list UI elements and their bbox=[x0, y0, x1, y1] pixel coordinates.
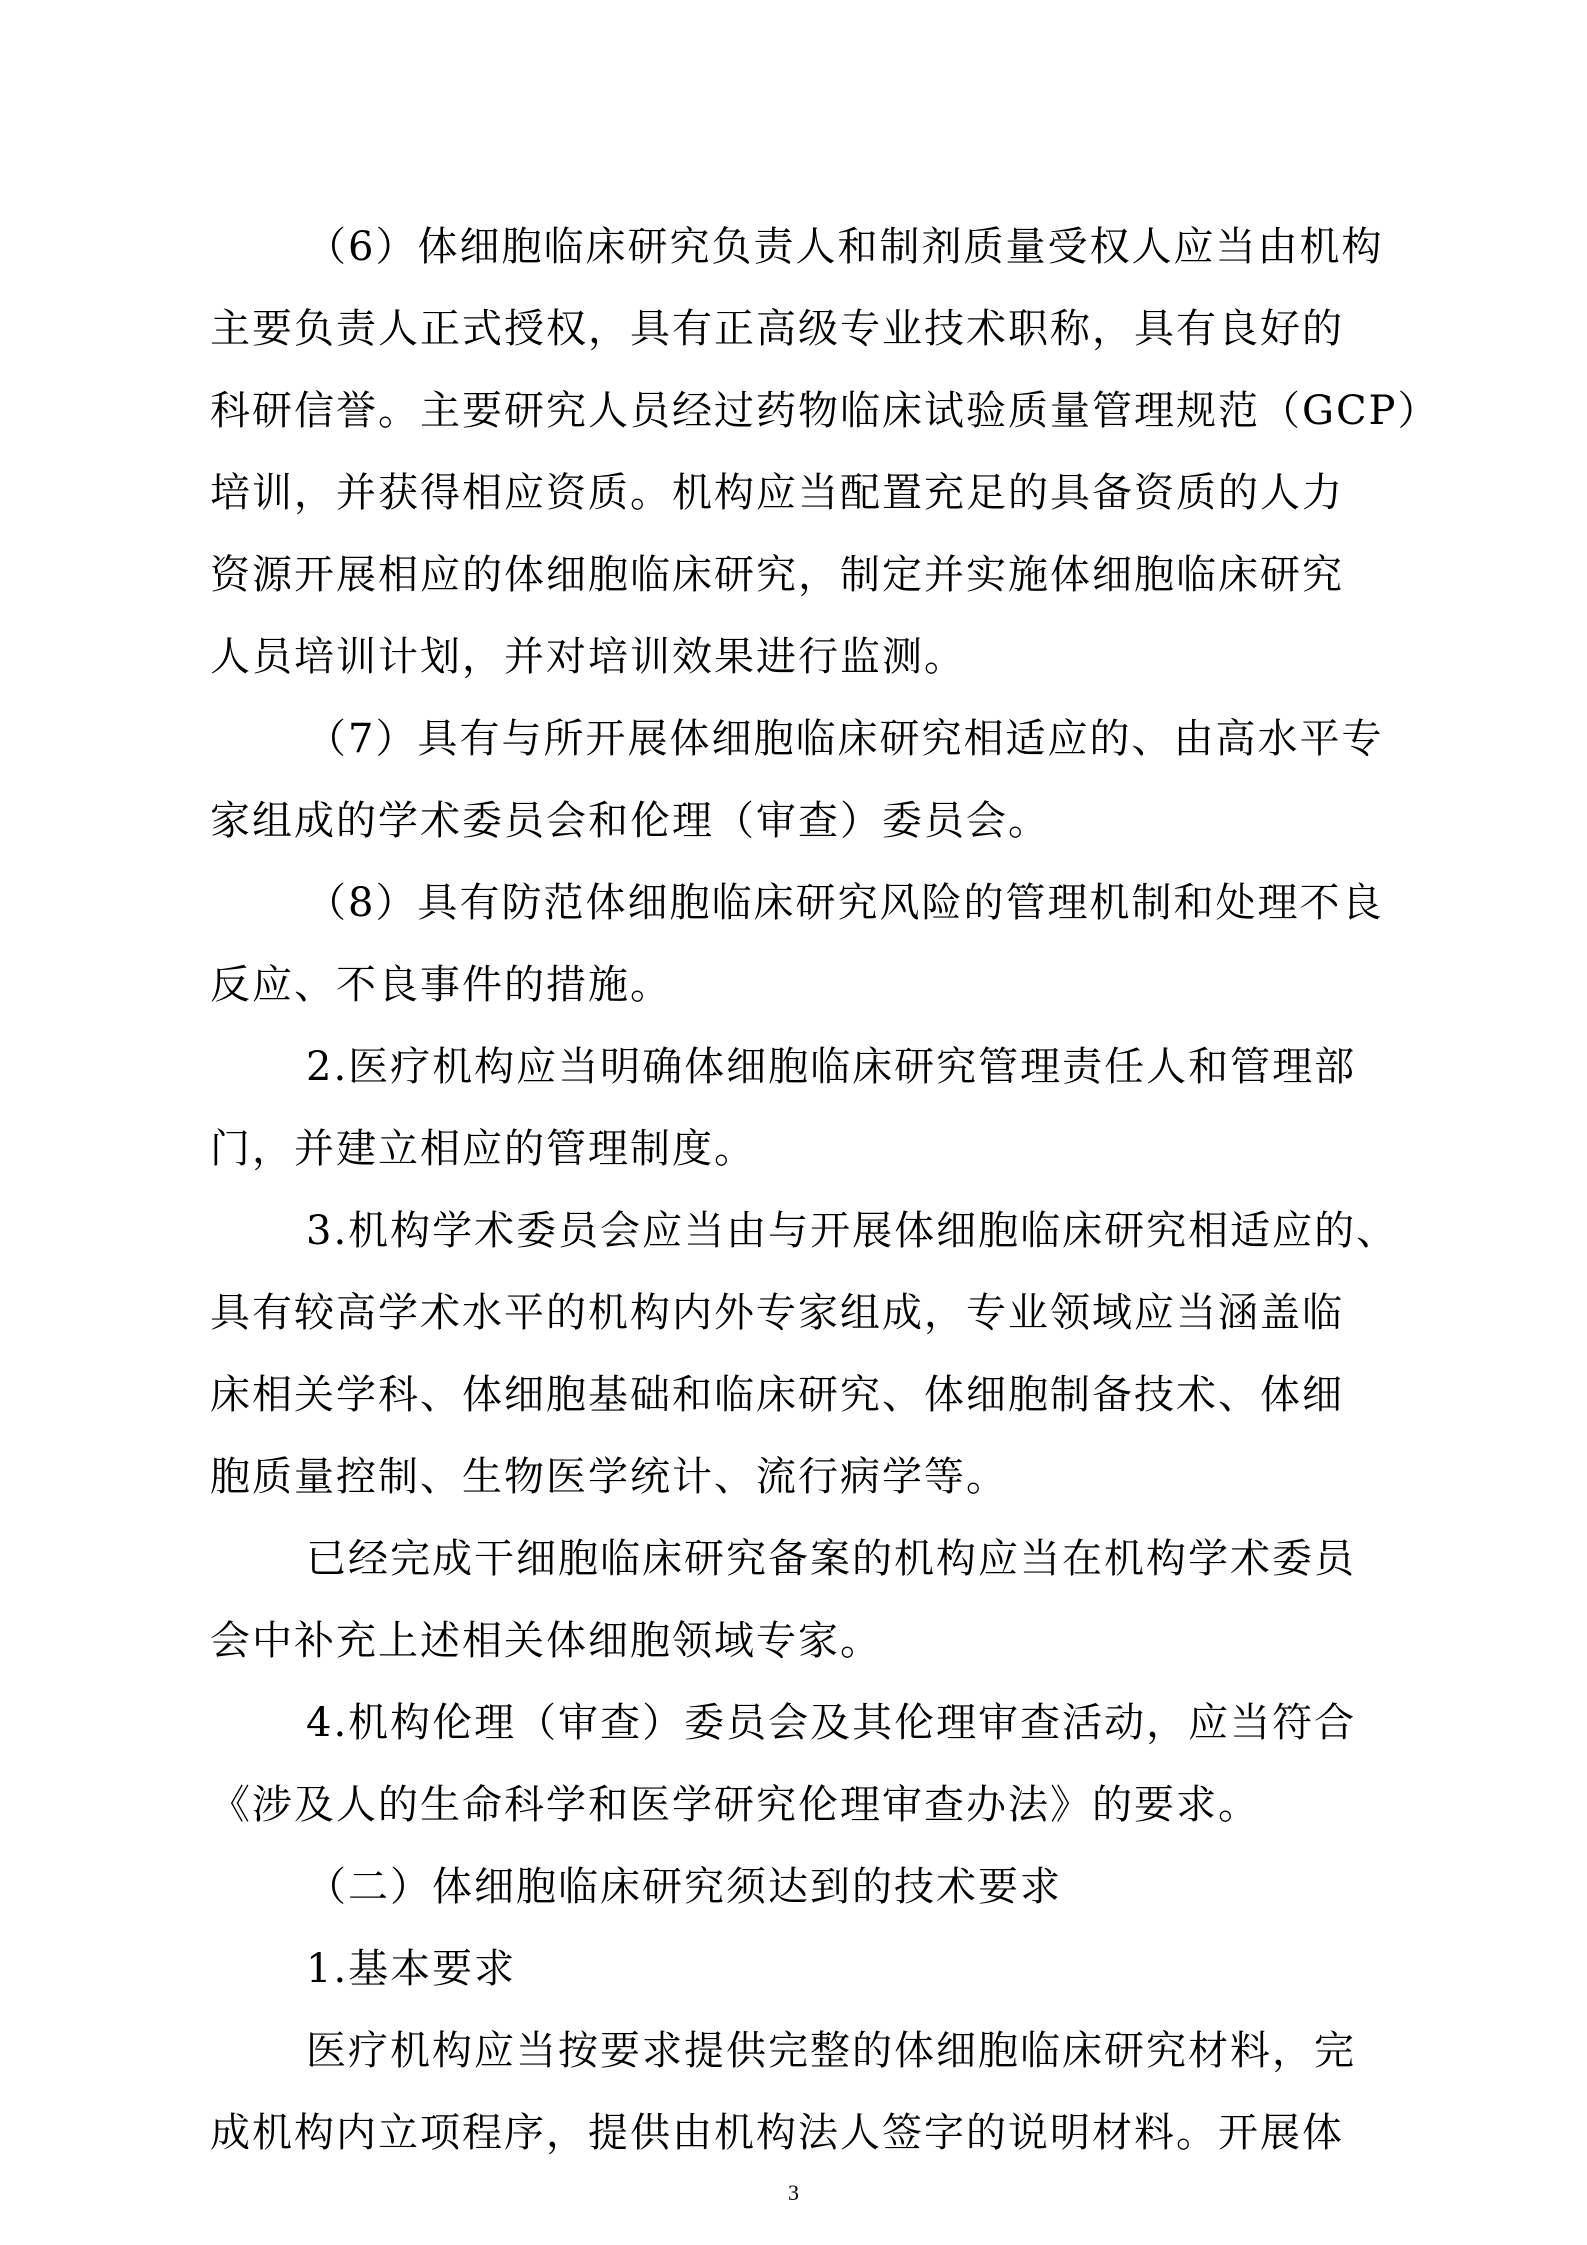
text-line: 门，并建立相应的管理制度。 bbox=[210, 1126, 756, 1172]
text-line: 《涉及人的生命科学和医学研究伦理审查办法》的要求。 bbox=[210, 1782, 1260, 1828]
text-line: 3.机构学术委员会应当由与开展体细胞临床研究相适应的、 bbox=[306, 1208, 1399, 1254]
text-line: 资源开展相应的体细胞临床研究，制定并实施体细胞临床研究 bbox=[210, 552, 1344, 598]
text-line: 1.基本要求 bbox=[306, 1946, 517, 1992]
page-number: 3 bbox=[788, 2180, 799, 2205]
text-line: 床相关学科、体细胞基础和临床研究、体细胞制备技术、体细 bbox=[210, 1372, 1344, 1418]
text-line: 4.机构伦理（审查）委员会及其伦理审查活动，应当符合 bbox=[306, 1700, 1357, 1746]
text-line: （二）体细胞临床研究须达到的技术要求 bbox=[306, 1864, 1062, 1910]
text-line: 科研信誉。主要研究人员经过药物临床试验质量管理规范（GCP） bbox=[210, 388, 1440, 434]
text-line: 反应、不良事件的措施。 bbox=[210, 962, 672, 1008]
document-body bbox=[210, 206, 1440, 2174]
text-line: （6）体细胞临床研究负责人和制剂质量受权人应当由机构 bbox=[306, 224, 1384, 270]
text-line: 已经完成干细胞临床研究备案的机构应当在机构学术委员 bbox=[306, 1536, 1356, 1582]
text-line: 医疗机构应当按要求提供完整的体细胞临床研究材料，完 bbox=[306, 2028, 1356, 2074]
text-line: （7）具有与所开展体细胞临床研究相适应的、由高水平专 bbox=[306, 716, 1384, 762]
text-line: 成机构内立项程序，提供由机构法人签字的说明材料。开展体 bbox=[210, 2110, 1344, 2156]
text-line: 培训，并获得相应资质。机构应当配置充足的具备资质的人力 bbox=[210, 470, 1344, 516]
text-line: 具有较高学术水平的机构内外专家组成，专业领域应当涵盖临 bbox=[210, 1290, 1344, 1336]
text-line: 人员培训计划，并对培训效果进行监测。 bbox=[210, 634, 966, 680]
text-line: 会中补充上述相关体细胞领域专家。 bbox=[210, 1618, 882, 1664]
text-line: 家组成的学术委员会和伦理（审查）委员会。 bbox=[210, 798, 1050, 844]
text-line: （8）具有防范体细胞临床研究风险的管理机制和处理不良 bbox=[306, 880, 1384, 926]
text-line: 主要负责人正式授权，具有正高级专业技术职称，具有良好的 bbox=[210, 306, 1344, 352]
text-line: 2.医疗机构应当明确体细胞临床研究管理责任人和管理部 bbox=[306, 1044, 1357, 1090]
text-line: 胞质量控制、生物医学统计、流行病学等。 bbox=[210, 1454, 1008, 1500]
